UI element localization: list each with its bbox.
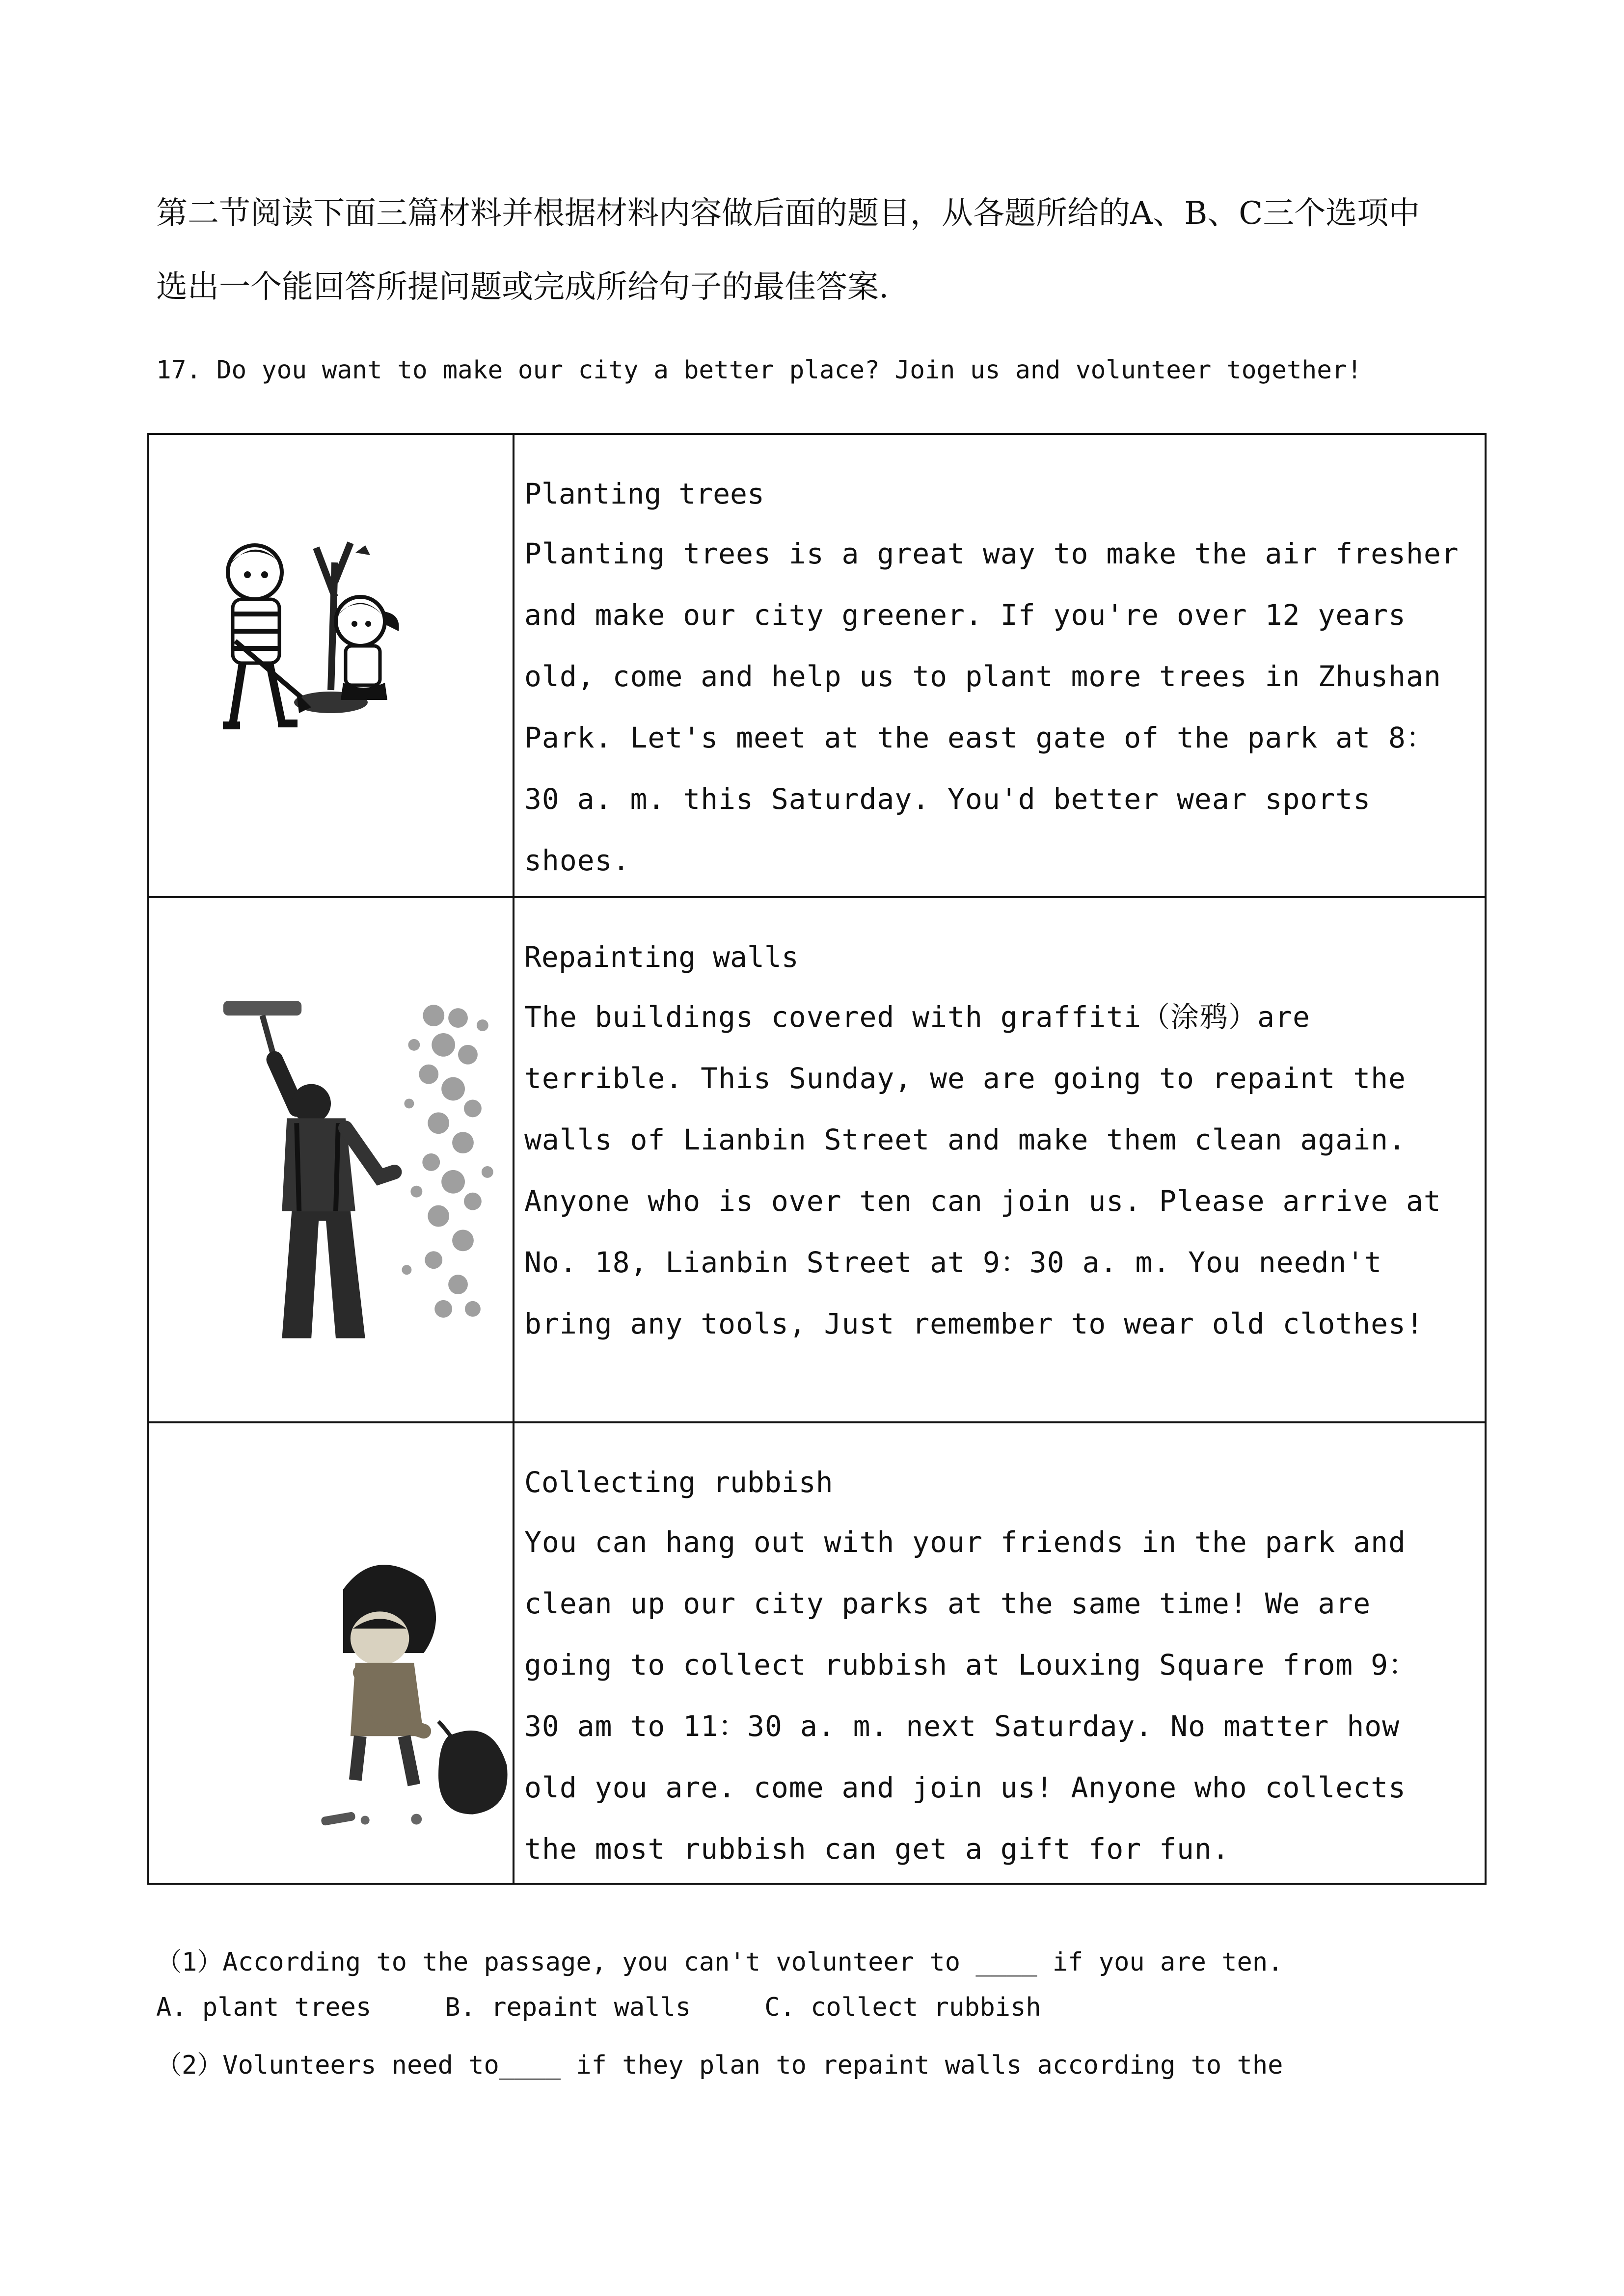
activity-title: Collecting rubbish (524, 1466, 833, 1499)
repainting-walls-text (514, 898, 1485, 1421)
child-collecting-rubbish-illustration (149, 1423, 513, 1883)
question-17-header: 17. Do you want to make our city a better place? Join us and volunteer together! (156, 356, 1362, 385)
option-a: A. plant trees (156, 1993, 372, 2022)
activity-title: Repainting walls (524, 940, 799, 974)
children-planting-tree-illustration (149, 435, 513, 896)
planting-trees-image (149, 435, 514, 896)
table-row (149, 435, 1485, 896)
table-row (149, 896, 1485, 1421)
activity-description: Planting trees is a great way to make the air fresher and make our city greener. If you're over 12 years old, come and help us to plant more trees in Zhushan Park. Let's meet at the east gate of the park at 8：30 a. m. this Saturday. You'd better wear sports shoes. (524, 537, 1459, 877)
activity-title: Planting trees (524, 477, 764, 510)
table-row (149, 1421, 1485, 1883)
volunteer-activities-table (147, 433, 1487, 1885)
activity-description: You can hang out with your friends in the park and clean up our city parks at the same time! We are going to collect rubbish at Louxing Square from 9： 30 am to 11：30 a. m. next Saturday. No matter how old you are. come and join us! Anyone who collects the most rubbish can get a gift for fun. (524, 1525, 1418, 1866)
question-1: （1）According to the passage, you can't volunteer to ____ if you are ten. (156, 1948, 1283, 1977)
instruction-line-1: 第二节阅读下面三篇材料并根据材料内容做后面的题目，从各题所给的A、B、C三个选项中 (156, 195, 1420, 232)
section-instructions (156, 177, 1482, 324)
question-1-options (156, 1993, 1115, 2022)
question-2: （2）Volunteers need to____ if they plan to repaint walls according to the (156, 2051, 1283, 2080)
planting-trees-text (514, 435, 1485, 896)
activity-description: The buildings covered with graffiti（涂鸦）are terrible. This Sunday, we are going to repaint the walls of Lianbin Street and make them clean again. Anyone who is over ten can join us. Please arrive at No. 18, Lianbin Street at 9：30 a. m. You needn't bring any tools, Just remember to wear old clothes! (524, 1000, 1441, 1340)
repainting-walls-image (149, 898, 514, 1421)
collecting-rubbish-text (514, 1423, 1485, 1883)
man-painting-wall-illustration (149, 898, 513, 1421)
instruction-line-2: 选出一个能回答所提问题或完成所给句子的最佳答案. (156, 269, 889, 305)
option-c: C. collect rubbish (764, 1993, 1041, 2022)
collecting-rubbish-image (149, 1423, 514, 1883)
option-b: B. repaint walls (445, 1993, 691, 2022)
